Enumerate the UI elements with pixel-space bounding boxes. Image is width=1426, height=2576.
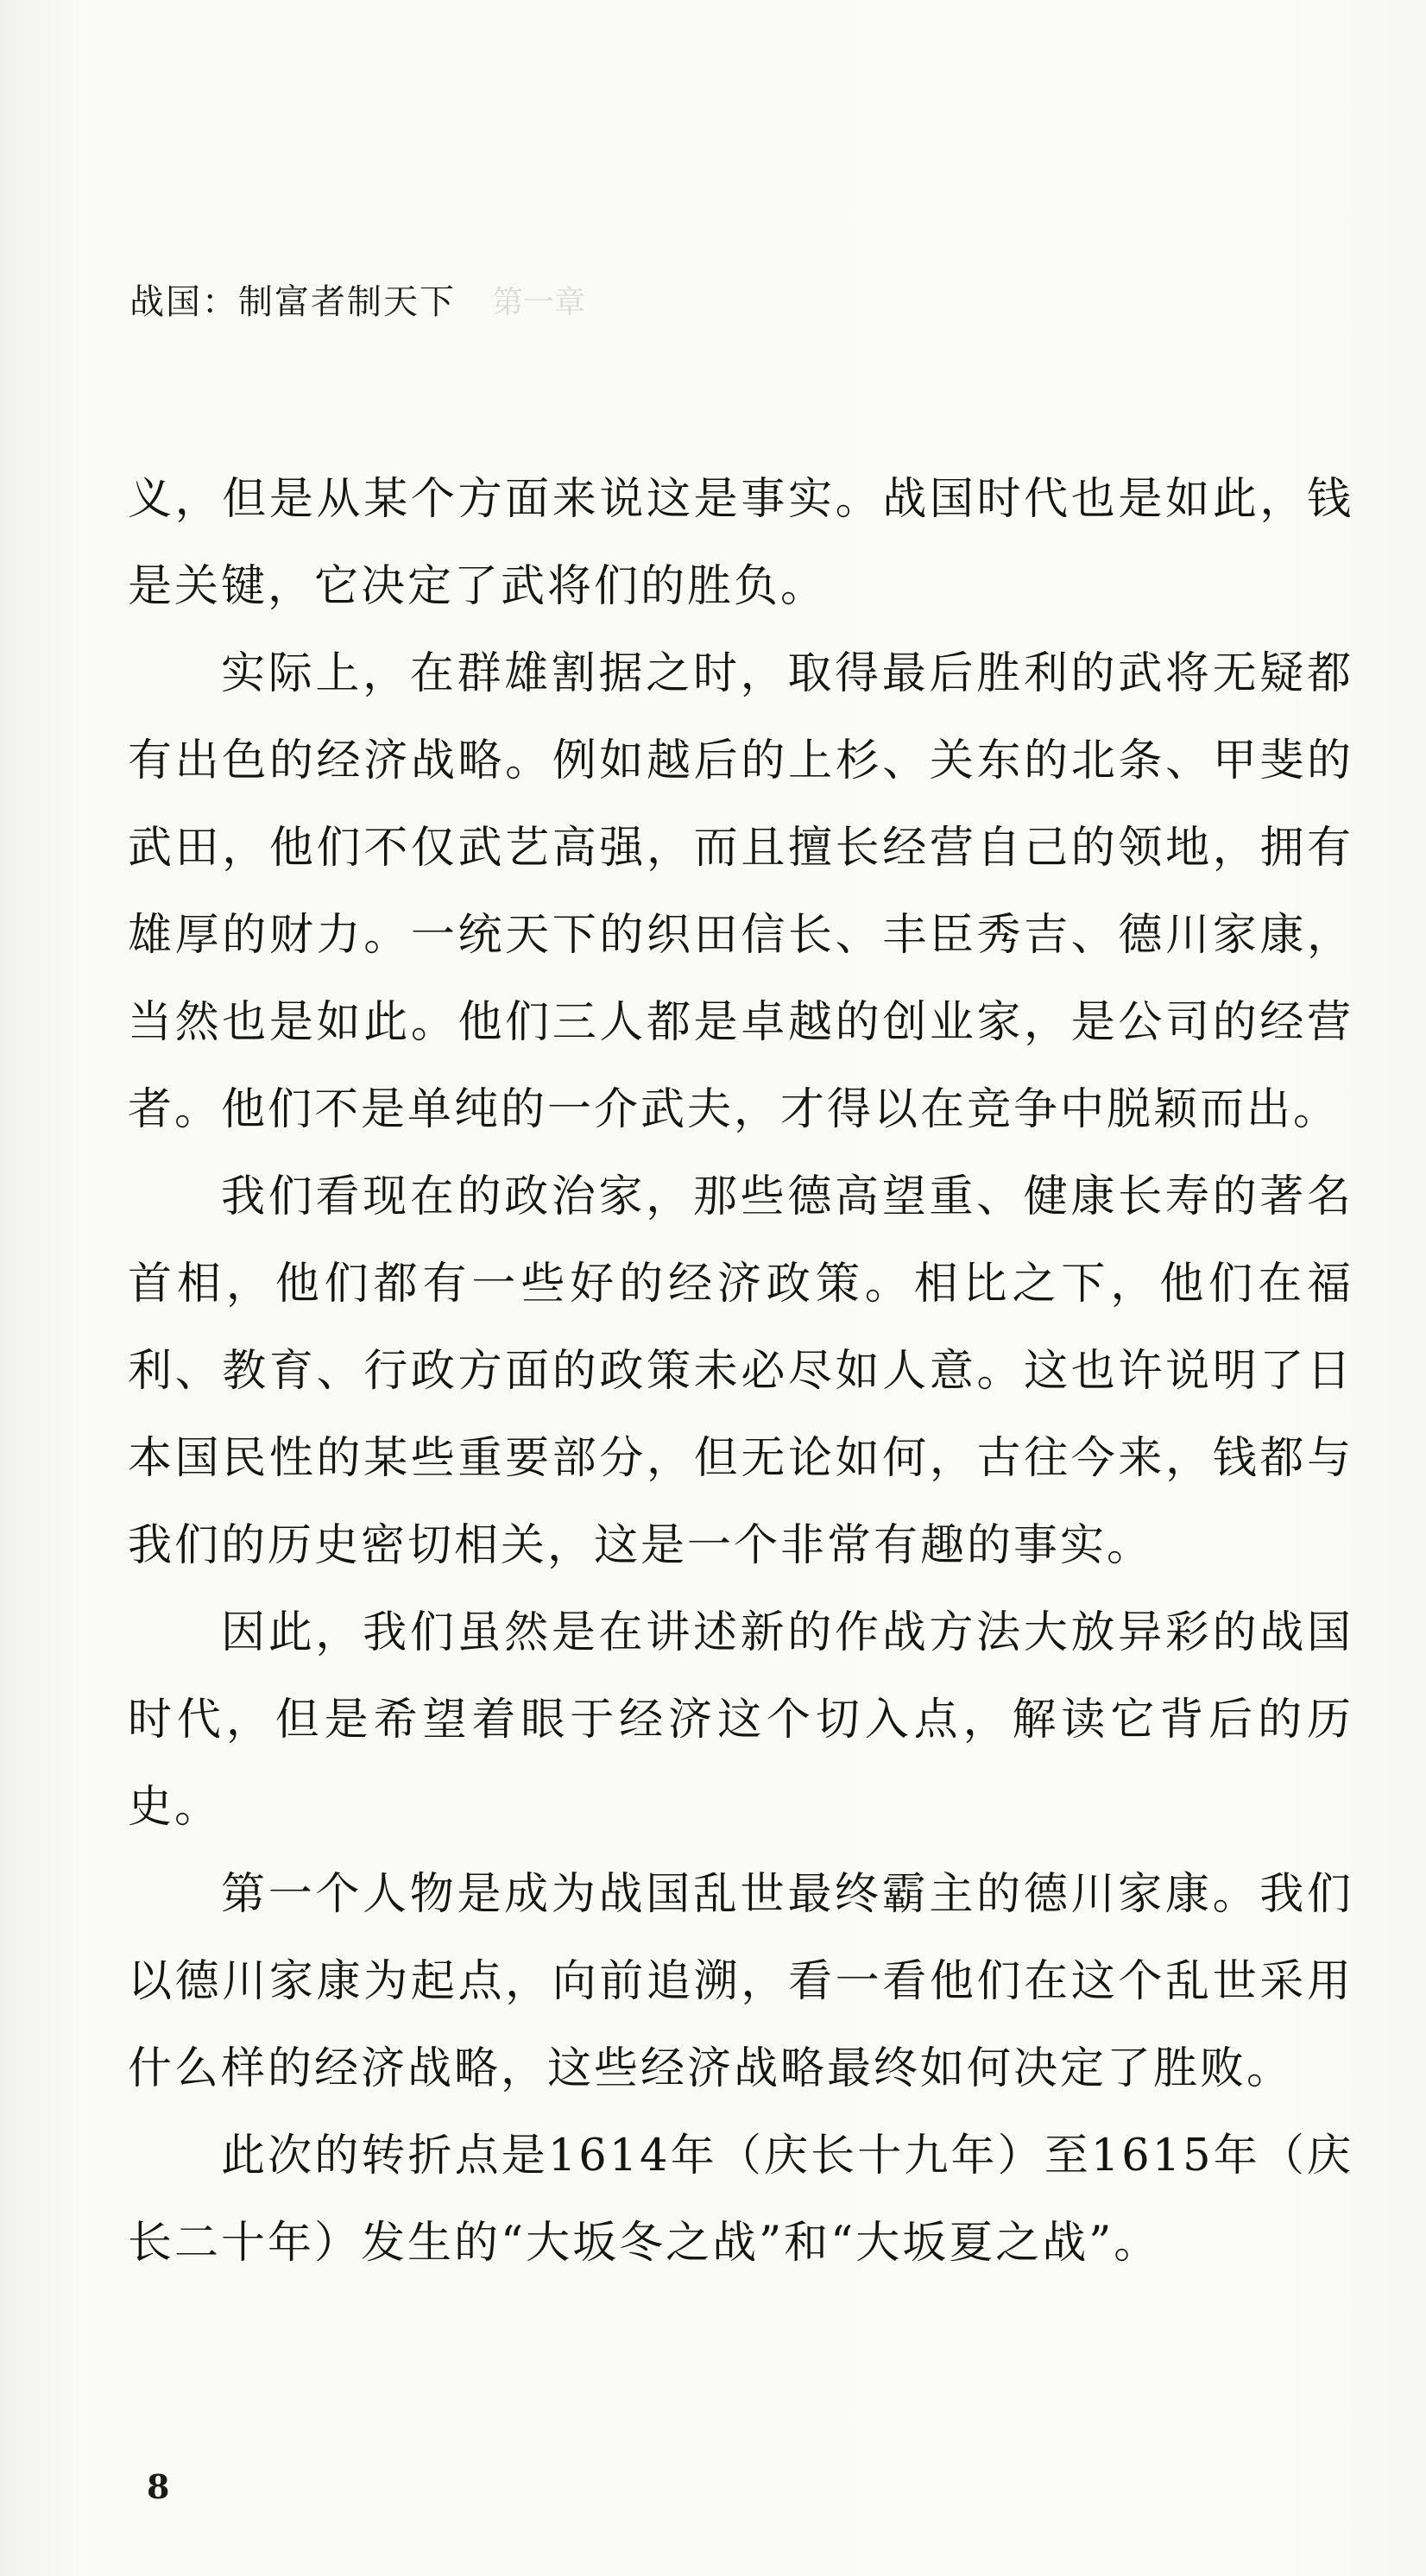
- paragraph: 因此，我们虽然是在讲述新的作战方法大放异彩的战国时代，但是希望着眼于经济这个切入点，解读它背后的历史。: [128, 1607, 1353, 1833]
- paragraph: 我们看现在的政治家，那些德高望重、健康长寿的著名首相，他们都有一些好的经济政策。相比之下，他们在福利、教育、行政方面的政策未必尽如人意。这也许说明了日本国民性的某些重要部分，但无论如何，古往今来，钱都与我们的历史密切相关，这是一个非常有趣的事实。: [128, 1171, 1353, 1571]
- paragraph: 此次的转折点是1614年（庆长十九年）至1615年（庆长二十年）发生的“大坂冬之战”和“大坂夏之战”。: [128, 2131, 1353, 2269]
- running-head: 战国：制富者制天下: [129, 282, 456, 322]
- paragraph-continuation: 义，但是从某个方面来说这是事实。战国时代也是如此，钱是关键，它决定了武将们的胜负。: [128, 474, 1353, 612]
- paragraph: 第一个人物是成为战国乱世最终霸主的德川家康。我们以德川家康为起点，向前追溯，看一看他们在这个乱世采用什么样的经济战略，这些经济战略最终如何决定了胜败。: [128, 1869, 1353, 2094]
- body-text: [128, 456, 1353, 2287]
- bleed-through-text: 第一章: [492, 285, 586, 320]
- paragraph: 实际上，在群雄割据之时，取得最后胜利的武将无疑都有出色的经济战略。例如越后的上杉、关东的北条、甲斐的武田，他们不仅武艺高强，而且擅长经营自己的领地，拥有雄厚的财力。一统天下的织田信长、丰臣秀吉、德川家康，当然也是如此。他们三人都是卓越的创业家，是公司的经营者。他们不是单纯的一介武夫，才得以在竞争中脱颖而出。: [128, 648, 1353, 1135]
- page-number: 8: [147, 2467, 170, 2506]
